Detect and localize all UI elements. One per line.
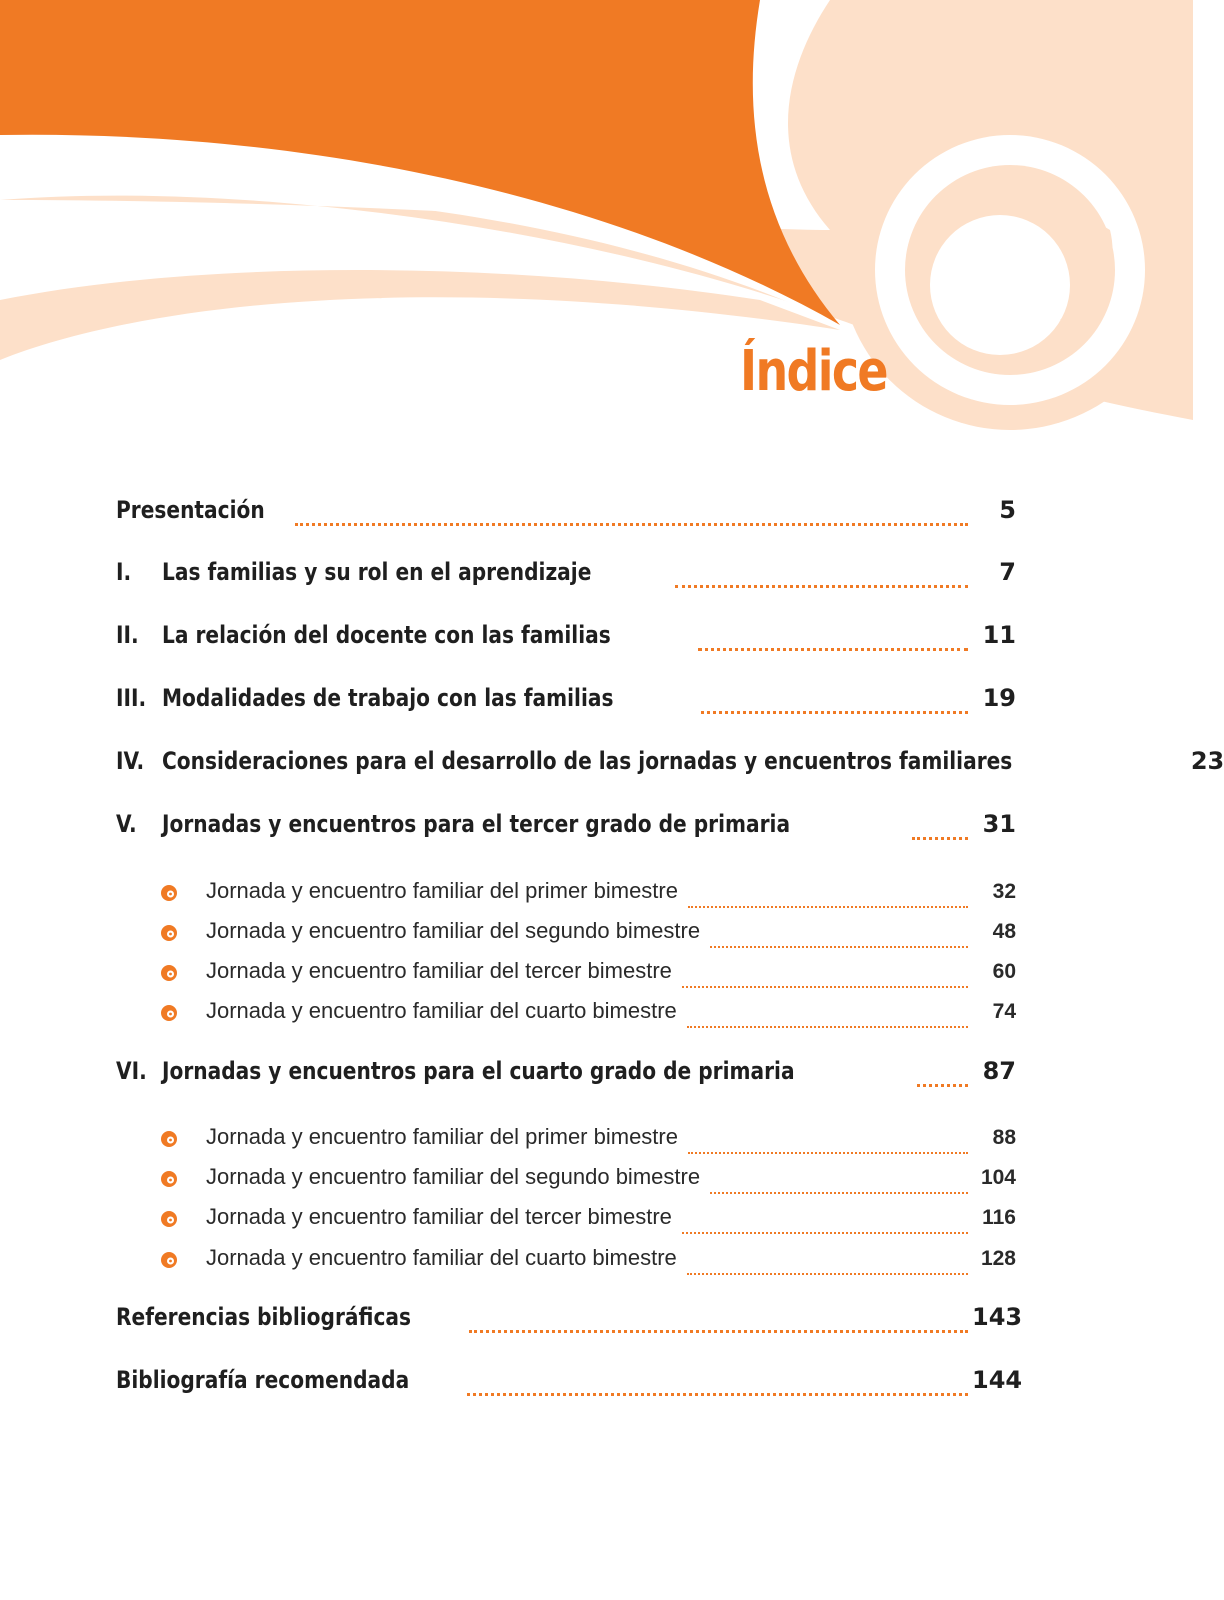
toc-entry-page: 31 — [982, 810, 1016, 838]
toc-entry-page: 11 — [982, 621, 1016, 649]
swirl-bullet-icon — [160, 964, 178, 982]
dot-leader — [467, 1393, 968, 1396]
swirl-bullet-icon — [160, 924, 178, 942]
toc-entry-page: 19 — [982, 684, 1016, 712]
toc-entry[interactable] — [116, 621, 1016, 661]
swirl-bullet-icon — [160, 1210, 178, 1228]
dot-leader — [710, 946, 968, 948]
toc-entry[interactable] — [116, 558, 1016, 598]
dot-leader — [469, 1330, 968, 1333]
toc-subentry-title: Jornada y encuentro familiar del segundo bimestre — [206, 918, 701, 943]
dot-leader — [688, 1152, 968, 1154]
toc-entry-title: Bibliografía recomendada — [116, 1366, 410, 1394]
toc-subentry-title: Jornada y encuentro familiar del primer bimestre — [206, 1124, 678, 1149]
swirl-bullet-icon — [160, 1130, 178, 1148]
toc-entry-number: III. — [116, 684, 147, 712]
toc-entry-title: Modalidades de trabajo con las familias — [162, 684, 614, 712]
toc-subentry-title: Jornada y encuentro familiar del primer bimestre — [206, 878, 678, 903]
toc-entry-number: VI. — [116, 1057, 147, 1085]
toc-subentry-page: 116 — [982, 1206, 1016, 1229]
toc-subentry[interactable] — [160, 1124, 1016, 1160]
toc-subentry[interactable] — [160, 998, 1016, 1034]
toc-entry-title: Referencias bibliográficas — [116, 1303, 412, 1331]
toc-entry-number: II. — [116, 621, 139, 649]
dot-leader — [701, 711, 968, 714]
toc-entry-page: 143 — [972, 1303, 1023, 1331]
toc-subentry-page: 48 — [992, 920, 1016, 943]
toc-subentry[interactable] — [160, 1164, 1016, 1200]
toc-entry-page: 23 — [1190, 747, 1224, 775]
dot-leader — [912, 837, 968, 840]
toc-subentry-title: Jornada y encuentro familiar del cuarto bimestre — [206, 1245, 677, 1270]
toc-entry-title: Presentación — [116, 496, 265, 524]
swirl-bullet-icon — [160, 1004, 178, 1022]
toc-entry[interactable] — [116, 1366, 1023, 1406]
toc-subentry-page: 74 — [992, 1000, 1016, 1023]
toc-entry-page: 87 — [982, 1057, 1016, 1085]
toc-subentry-title: Jornada y encuentro familiar del tercer bimestre — [206, 958, 672, 983]
toc-entry-title: Las familias y su rol en el aprendizaje — [162, 558, 592, 586]
dot-leader — [295, 523, 968, 526]
dot-leader — [687, 1026, 968, 1028]
dot-leader — [682, 986, 968, 988]
swirl-bullet-icon — [160, 1170, 178, 1188]
dot-leader — [688, 906, 968, 908]
toc-entry[interactable] — [116, 1303, 1023, 1343]
toc-entry-title: Jornadas y encuentros para el tercer grado de primaria — [162, 810, 791, 838]
dot-leader — [917, 1084, 968, 1087]
toc-subentry[interactable] — [160, 918, 1016, 954]
toc-entry[interactable] — [116, 496, 1016, 536]
toc-entry-number: IV. — [116, 747, 145, 775]
toc-entry[interactable] — [116, 747, 1224, 787]
toc-subentry-title: Jornada y encuentro familiar del segundo bimestre — [206, 1164, 701, 1189]
dot-leader — [675, 585, 968, 588]
toc-entry[interactable] — [116, 810, 1016, 850]
dot-leader — [687, 1273, 968, 1275]
toc-subentry-page: 60 — [992, 960, 1016, 983]
toc-entry-page: 144 — [972, 1366, 1023, 1394]
toc-subentry[interactable] — [160, 958, 1016, 994]
toc-entry[interactable] — [116, 684, 1016, 724]
dot-leader — [710, 1192, 968, 1194]
toc-subentry[interactable] — [160, 1204, 1016, 1240]
toc-subentry-title: Jornada y encuentro familiar del cuarto bimestre — [206, 998, 677, 1023]
toc-entry-number: V. — [116, 810, 137, 838]
dot-leader — [698, 648, 968, 651]
toc-subentry-page: 88 — [992, 1126, 1016, 1149]
page-title: Índice — [740, 339, 887, 404]
toc-entry-page: 5 — [999, 496, 1016, 524]
toc-subentry-page: 32 — [992, 880, 1016, 903]
toc-entry[interactable] — [116, 1057, 1016, 1097]
swirl-bullet-icon — [160, 1251, 178, 1269]
toc-subentry[interactable] — [160, 878, 1016, 914]
toc-entry-title: Consideraciones para el desarrollo de las jornadas y encuentros familiares — [162, 747, 1013, 775]
toc-entry-title: La relación del docente con las familias — [162, 621, 611, 649]
dot-leader — [682, 1232, 968, 1234]
toc-subentry-page: 104 — [980, 1166, 1016, 1189]
toc-subentry-title: Jornada y encuentro familiar del tercer bimestre — [206, 1204, 672, 1229]
toc-entry-title: Jornadas y encuentros para el cuarto grado de primaria — [162, 1057, 795, 1085]
swirl-bullet-icon — [160, 884, 178, 902]
toc-subentry[interactable] — [160, 1245, 1016, 1281]
toc-subentry-page: 128 — [980, 1247, 1016, 1270]
toc-entry-number: I. — [116, 558, 132, 586]
toc-entry-page: 7 — [999, 558, 1016, 586]
